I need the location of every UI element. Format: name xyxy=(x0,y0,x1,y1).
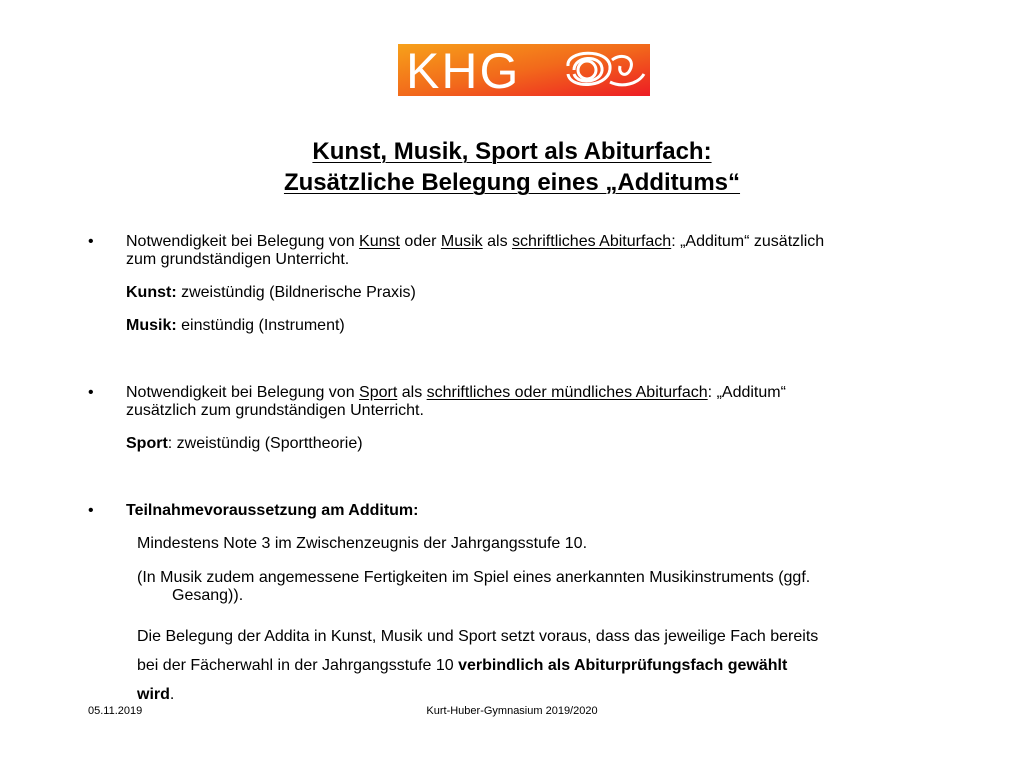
section1-line2: zum grundständigen Unterricht. xyxy=(126,251,350,268)
musik-additum: Musik: einstündig (Instrument) xyxy=(126,317,345,334)
bullet-3: • xyxy=(88,502,94,519)
khg-logo xyxy=(398,44,650,96)
schriftlich-muendlich-term: schriftliches oder mündliches Abiturfach xyxy=(426,384,708,401)
page-title xyxy=(0,136,1024,198)
section3-heading: Teilnahmevoraussetzung am Additum: xyxy=(126,502,419,519)
sport-term: Sport xyxy=(359,384,398,401)
bullet-1: • xyxy=(88,233,94,250)
musik-term: Musik xyxy=(440,233,483,250)
belegung-line2: bei der Fächerwahl in der Jahrgangsstufe 10 verbindlich als Abiturprüfungsfach gewählt xyxy=(137,657,788,674)
note-requirement: Mindestens Note 3 im Zwischenzeugnis der Jahrgangsstufe 10. xyxy=(137,535,588,552)
bullet-2: • xyxy=(88,384,94,401)
footer-school: Kurt-Huber-Gymnasium 2019/2020 xyxy=(426,705,598,717)
section2-line2: zusätzlich zum grundständigen Unterricht. xyxy=(126,402,424,419)
section1-line1: Notwendigkeit bei Belegung von Kunst oder Musik als schriftliches Abiturfach: „Additum“ zusätzlich xyxy=(126,233,825,250)
schriftliches-abiturfach-term: schriftliches Abiturfach xyxy=(512,233,672,250)
musik-requirement-line1: (In Musik zudem angemessene Fertigkeiten im Spiel eines anerkannten Musikinstruments (ggf. xyxy=(137,569,811,586)
kunst-additum: Kunst: zweistündig (Bildnerische Praxis) xyxy=(126,284,416,301)
belegung-line3: wird. xyxy=(137,686,175,703)
title-line-1: Kunst, Musik, Sport als Abiturfach: xyxy=(312,138,712,165)
section2-line1: Notwendigkeit bei Belegung von Sport als schriftliches oder mündliches Abiturfach: „Additum“ xyxy=(126,384,786,401)
musik-requirement-line2: Gesang)). xyxy=(172,587,244,604)
footer-date: 05.11.2019 xyxy=(88,705,143,717)
kunst-term: Kunst xyxy=(359,233,400,250)
svg-text:KHG: KHG xyxy=(406,44,521,96)
title-line-2: Zusätzliche Belegung eines „Additums“ xyxy=(283,169,741,196)
sport-additum: Sport: zweistündig (Sporttheorie) xyxy=(126,435,363,452)
belegung-line1: Die Belegung der Addita in Kunst, Musik und Sport setzt voraus, dass das jeweilige Fach bereits xyxy=(137,628,819,645)
